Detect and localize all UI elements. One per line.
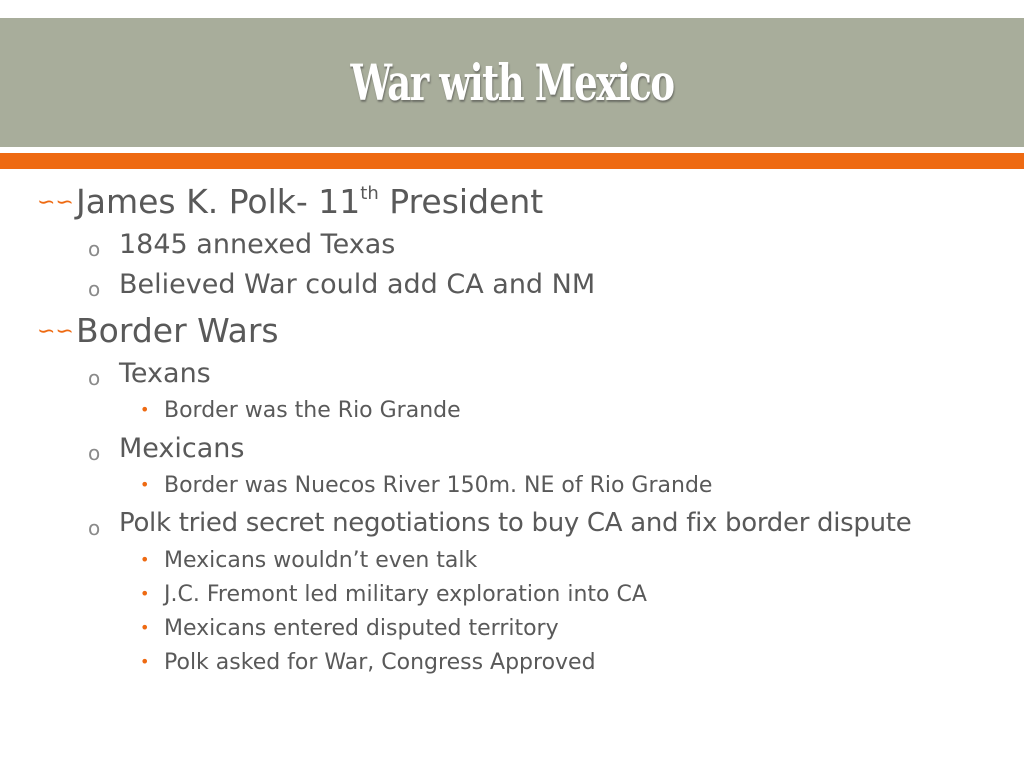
circle-bullet-icon: o: [88, 366, 101, 390]
swirl-bullet-icon: ∽∽: [37, 319, 74, 344]
slide-title: War with Mexico: [350, 53, 674, 112]
sub-sub-bullet-text: Polk asked for War, Congress Approved: [164, 650, 596, 675]
circle-bullet-icon: o: [88, 277, 101, 301]
dot-bullet-icon: •: [140, 475, 150, 494]
sub-sub-bullet-text: Mexicans entered disputed territory: [164, 616, 559, 641]
sub-bullet-text: Believed War could add CA and NM: [119, 269, 596, 300]
dot-bullet-icon: •: [140, 400, 150, 419]
sub-sub-bullet-text: Border was Nuecos River 150m. NE of Rio Grande: [164, 473, 713, 498]
sub-sub-bullet-text: J.C. Fremont led military exploration into CA: [164, 582, 647, 607]
bullet-text: James K. Polk- 11th President: [76, 182, 544, 221]
dot-bullet-icon: •: [140, 550, 150, 569]
circle-bullet-icon: o: [88, 516, 101, 540]
swirl-bullet-icon: ∽∽: [37, 190, 74, 215]
sub-bullet-text: 1845 annexed Texas: [119, 229, 396, 260]
dot-bullet-icon: •: [140, 618, 150, 637]
sub-bullet-text: Polk tried secret negotiations to buy CA and fix border dispute: [119, 508, 912, 538]
dot-bullet-icon: •: [140, 652, 150, 671]
sub-bullet-text: Mexicans: [119, 433, 245, 464]
sub-bullet-text: Texans: [119, 358, 211, 389]
circle-bullet-icon: o: [88, 441, 101, 465]
bullet-text: Border Wars: [76, 311, 279, 350]
sub-sub-bullet-text: Border was the Rio Grande: [164, 398, 461, 423]
sub-sub-bullet-text: Mexicans wouldn’t even talk: [164, 548, 478, 573]
circle-bullet-icon: o: [88, 237, 101, 261]
dot-bullet-icon: •: [140, 584, 150, 603]
